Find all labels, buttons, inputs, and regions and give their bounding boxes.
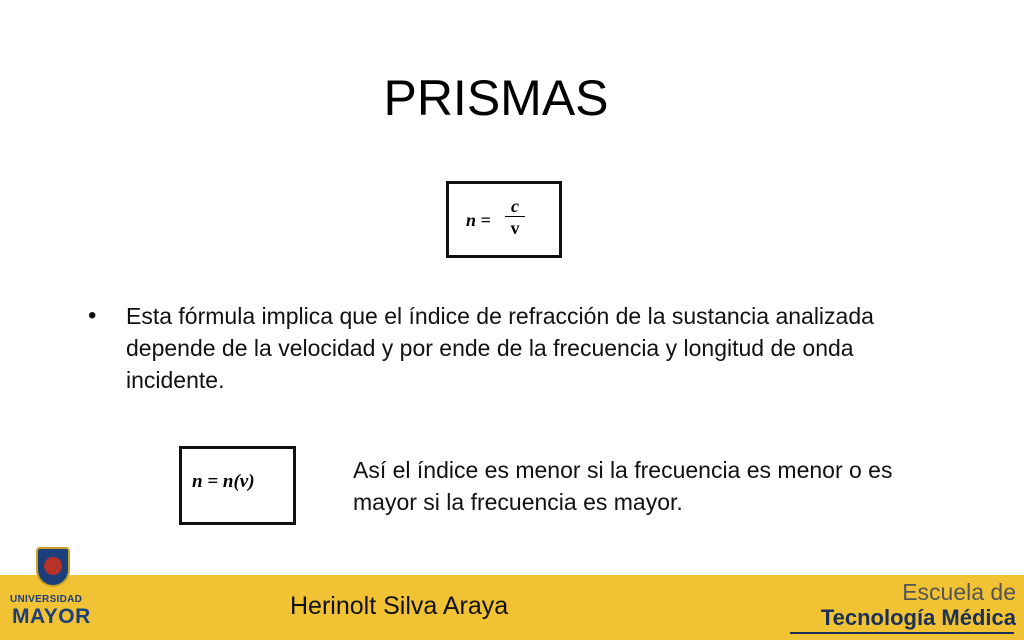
slide-title-text: PRISMAS <box>383 70 609 126</box>
escuela-tecnologia-medica-logo <box>786 579 1018 637</box>
bullet-marker: • <box>88 302 97 329</box>
slide-title <box>0 62 1024 134</box>
explanation-text: Así el índice es menor si la frecuencia es menor o es mayor si la frecuencia es mayor. <box>353 457 893 515</box>
formula-box-frequency-dependence <box>179 446 296 525</box>
logo-underline <box>790 632 1014 634</box>
formula-denominator: v <box>510 218 520 238</box>
bullet-text: Esta fórmula implica que el índice de refracción de la sustancia analizada depende de la velocidad y por ende de la frecuencia y longitud de onda incidente. <box>126 303 874 393</box>
crest-icon <box>36 547 70 587</box>
logo-tecnologia-label: Tecnología Médica <box>820 605 1016 630</box>
logo-university-label: UNIVERSIDAD <box>10 594 83 605</box>
formula-n-of-nu: n = n(ν) <box>192 471 255 492</box>
universidad-mayor-logo <box>8 547 100 639</box>
formula-fraction <box>504 196 526 239</box>
formula-box-refractive-index <box>446 181 562 258</box>
logo-mayor-label: MAYOR <box>12 605 91 628</box>
formula-numerator: c <box>511 196 519 216</box>
footer-bar <box>0 575 1024 640</box>
author-name: Herinolt Silva Araya <box>290 592 509 620</box>
formula-lhs: n = <box>466 210 491 230</box>
logo-escuela-label: Escuela de <box>902 579 1016 605</box>
